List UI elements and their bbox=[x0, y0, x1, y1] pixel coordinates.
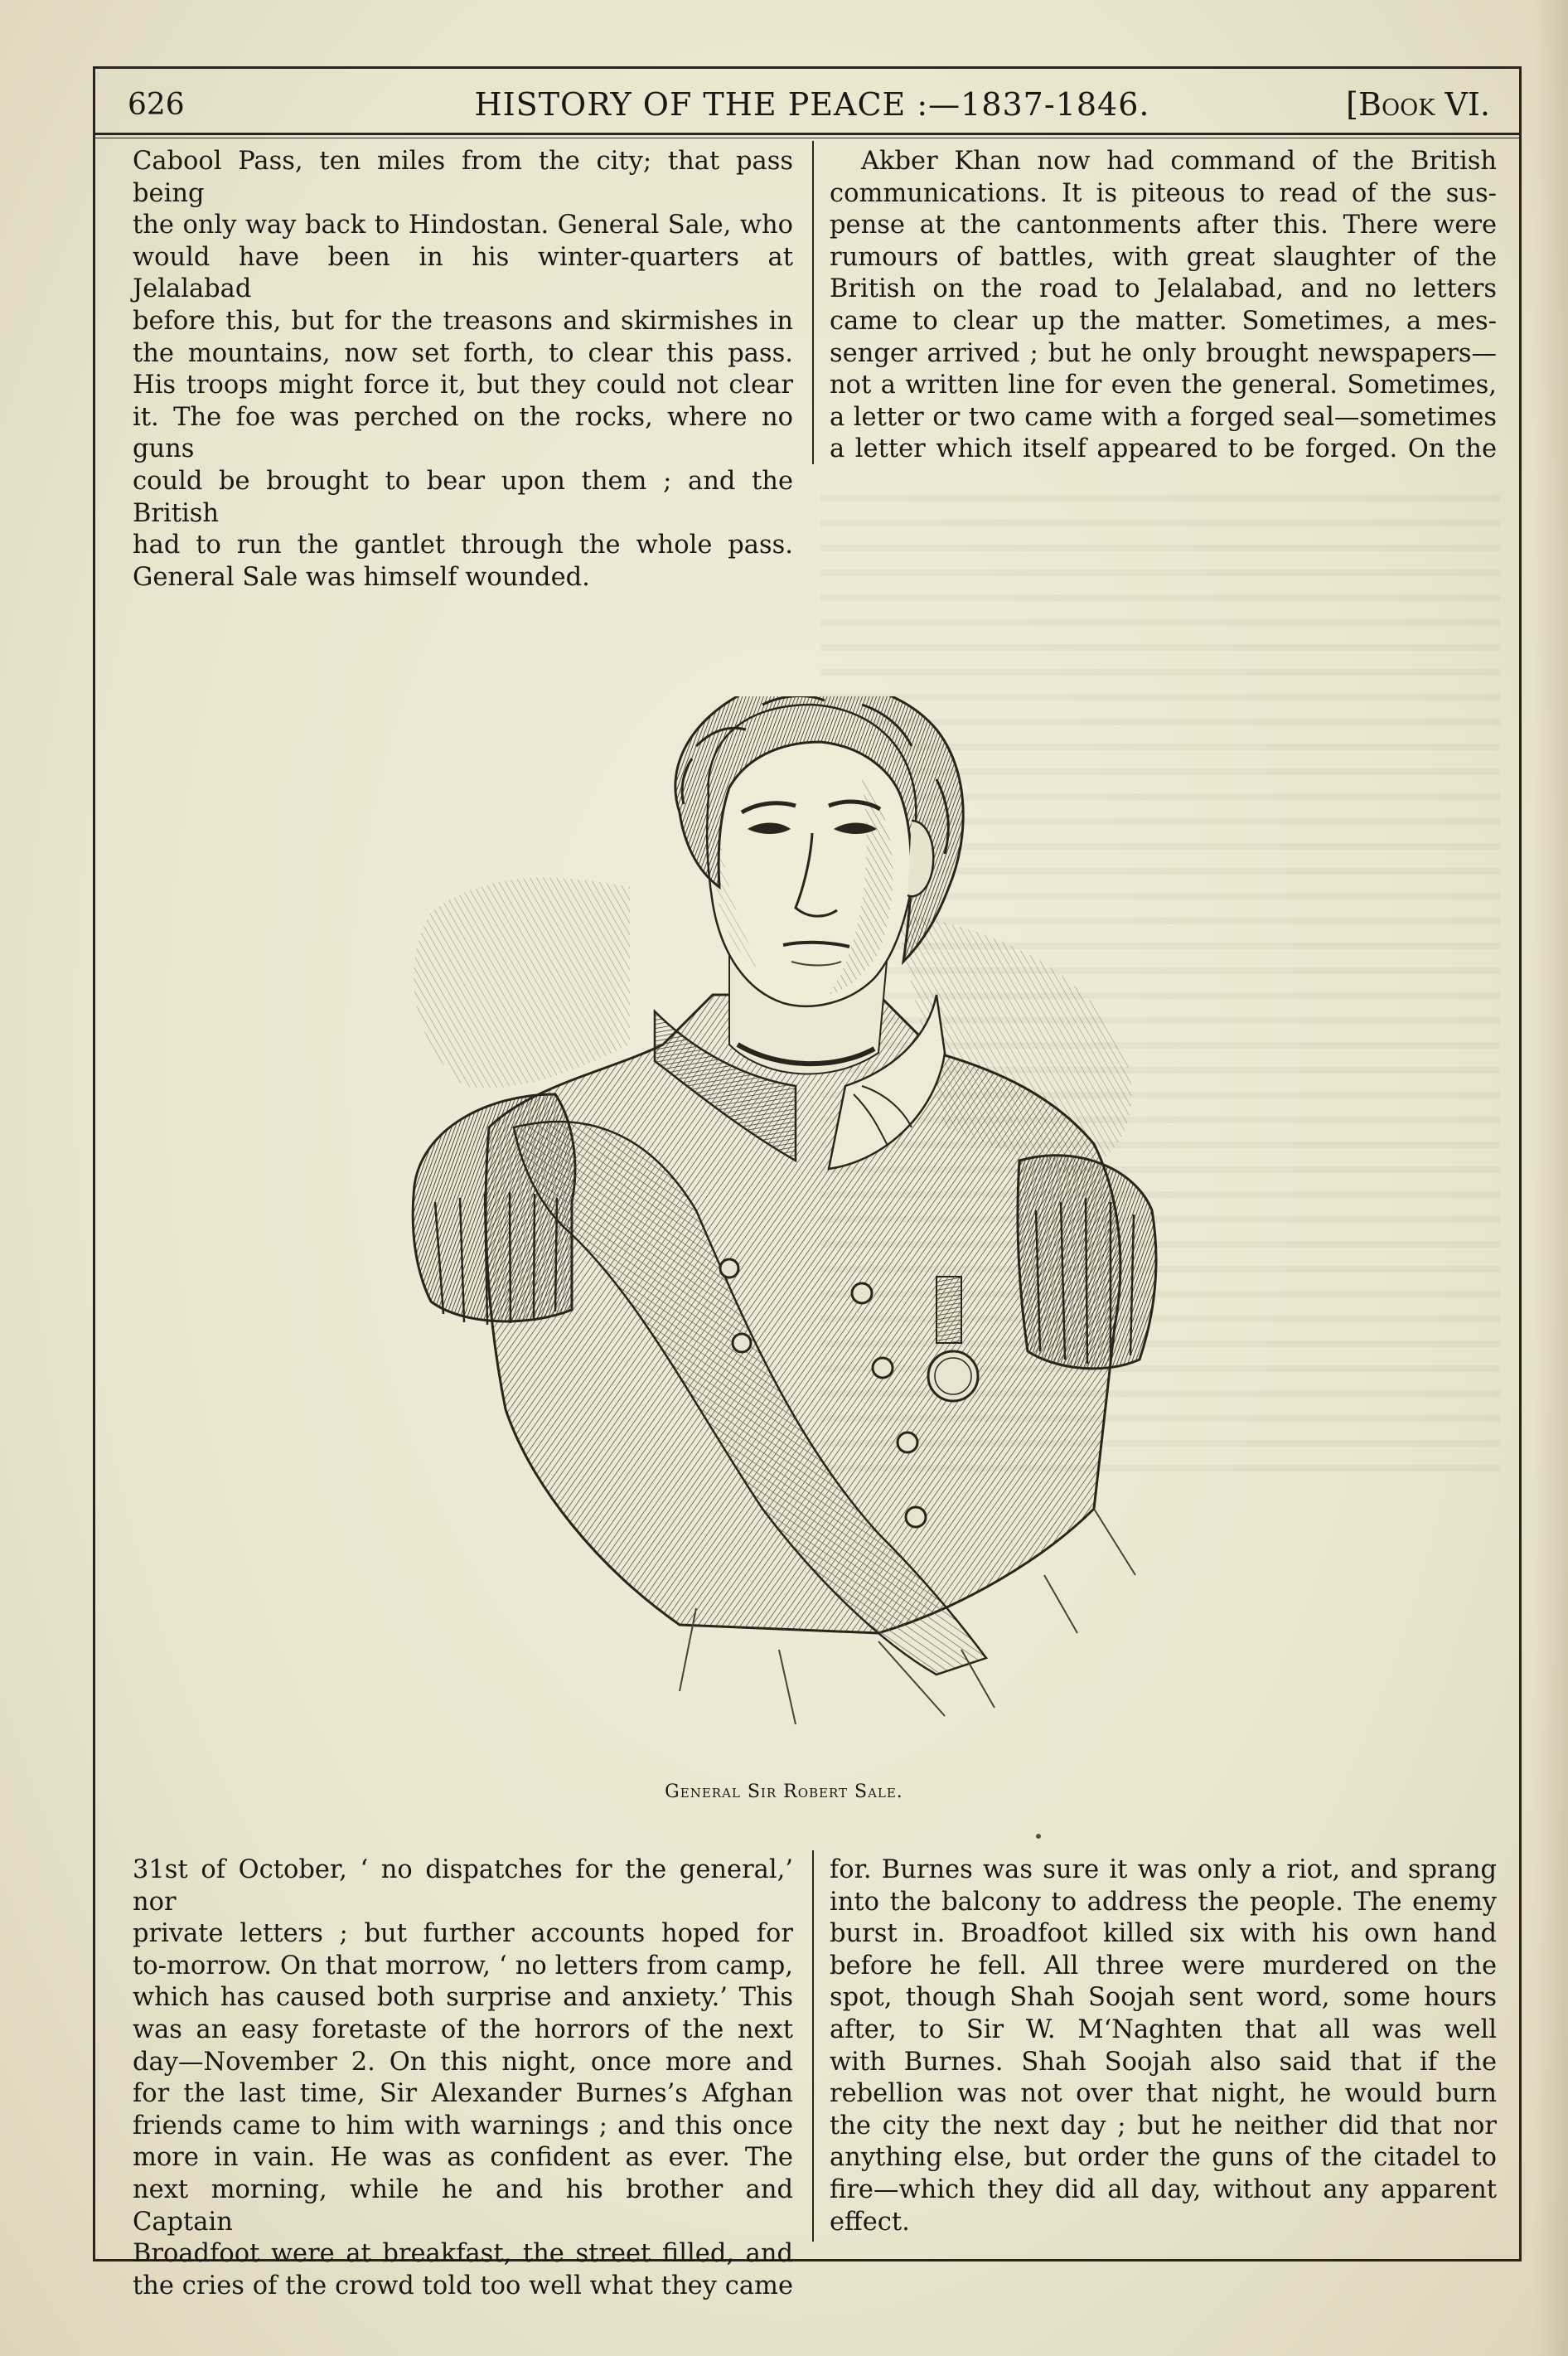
text-line: fire—which they did all day, without any apparent bbox=[830, 2174, 1497, 2204]
text-line: after, to Sir W. M‘Naghten that all was well bbox=[830, 2014, 1497, 2044]
text-line: His troops might force it, but they could not clear bbox=[133, 371, 793, 400]
book-initial: B bbox=[1358, 86, 1382, 123]
text-line: could be brought to bear upon them ; and the British bbox=[133, 466, 793, 528]
text-line: before this, but for the treasons and skirmishes in bbox=[133, 306, 793, 336]
text-line: rebellion was not over that night, he would burn bbox=[830, 2079, 1497, 2109]
text-line: with Burnes. Shah Soojah also said that if the bbox=[830, 2047, 1497, 2077]
top-right-column bbox=[830, 146, 1497, 466]
text-line: the city the next day ; but he neither did that nor bbox=[830, 2111, 1497, 2140]
text-line: General Sale was himself wounded. bbox=[133, 562, 590, 592]
book-rest: ook VI. bbox=[1381, 86, 1490, 123]
text-line: more in vain. He was as confident as ever. The bbox=[133, 2143, 793, 2173]
text-line: which has caused both surprise and anxiety.’ This bbox=[133, 1983, 793, 2013]
text-line: the only way back to Hindostan. General Sale, who bbox=[133, 211, 793, 240]
text-line: Cabool Pass, ten miles from the city; that pass being bbox=[133, 147, 793, 208]
illustration-caption: General Sir Robert Sale. bbox=[665, 1782, 903, 1802]
text-line: would have been in his winter-quarters at Jelalabad bbox=[133, 242, 793, 304]
text-line: spot, though Shah Soojah sent word, some hours bbox=[830, 1983, 1497, 2013]
text-line: the mountains, now set forth, to clear this pass. bbox=[133, 338, 793, 368]
text-line: Akber Khan now had command of the British bbox=[861, 147, 1497, 176]
book-label bbox=[1346, 86, 1490, 123]
bottom-right-column bbox=[830, 1854, 1497, 2238]
text-line: not a written line for even the general. Sometimes, bbox=[830, 371, 1497, 400]
text-line: a letter or two came with a forged seal—sometimes bbox=[830, 402, 1497, 432]
text-line: burst in. Broadfoot killed six with his own hand bbox=[830, 1919, 1497, 1949]
header-rule bbox=[95, 133, 1519, 135]
page-edge-shadow bbox=[1535, 0, 1568, 2356]
print-speck bbox=[1036, 1834, 1041, 1839]
text-line: senger arrived ; but he only brought newspapers— bbox=[830, 338, 1497, 368]
text-line: Broadfoot were at breakfast, the street filled, and bbox=[133, 2239, 793, 2269]
column-divider-top bbox=[812, 141, 814, 464]
text-line: day—November 2. On this night, once more and bbox=[133, 2047, 793, 2077]
top-left-column bbox=[133, 146, 793, 594]
text-line: private letters ; but further accounts hoped for bbox=[133, 1919, 793, 1949]
text-line: anything else, but order the guns of the citadel to bbox=[830, 2143, 1497, 2173]
text-line: to-morrow. On that morrow, ‘ no letters from camp, bbox=[133, 1951, 793, 1980]
book-bracket: [ bbox=[1346, 86, 1358, 123]
text-line: before he fell. All three were murdered on the bbox=[830, 1951, 1497, 1980]
portrait-engraving bbox=[365, 696, 1260, 1733]
text-line: a letter which itself appeared to be forged. On the bbox=[830, 434, 1497, 464]
text-line: rumours of battles, with great slaughter of the bbox=[830, 242, 1497, 272]
text-line: effect. bbox=[830, 2207, 910, 2237]
column-divider-bottom bbox=[812, 1850, 814, 2242]
bottom-left-column bbox=[133, 1854, 793, 2302]
running-title: HISTORY OF THE PEACE :—1837-1846. bbox=[474, 86, 1150, 123]
text-line: for the last time, Sir Alexander Burnes’s Afghan bbox=[133, 2079, 793, 2109]
text-line: British on the road to Jelalabad, and no letters bbox=[830, 274, 1497, 304]
text-line: the cries of the crowd told too well what they came bbox=[133, 2271, 793, 2300]
portrait-illustration bbox=[365, 696, 1260, 1733]
page-number: 626 bbox=[128, 88, 185, 122]
text-line: friends came to him with warnings ; and this once bbox=[133, 2111, 793, 2140]
text-line: pense at the cantonments after this. There were bbox=[830, 211, 1497, 240]
running-header bbox=[116, 81, 1508, 131]
text-line: had to run the gantlet through the whole pass. bbox=[133, 531, 793, 560]
text-line: it. The foe was perched on the rocks, where no guns bbox=[133, 402, 793, 464]
text-line: next morning, while he and his brother and Captain bbox=[133, 2174, 793, 2237]
text-line: came to clear up the matter. Sometimes, a mes- bbox=[830, 306, 1497, 336]
text-line: was an easy foretaste of the horrors of the next bbox=[133, 2014, 793, 2044]
text-line: communications. It is piteous to read of the sus- bbox=[830, 178, 1497, 208]
text-line: 31st of October, ‘ no dispatches for the general,’ nor bbox=[133, 1855, 793, 1917]
text-line: for. Burnes was sure it was only a riot, and sprang bbox=[830, 1855, 1497, 1884]
text-line: into the balcony to address the people. The enemy bbox=[830, 1887, 1497, 1917]
